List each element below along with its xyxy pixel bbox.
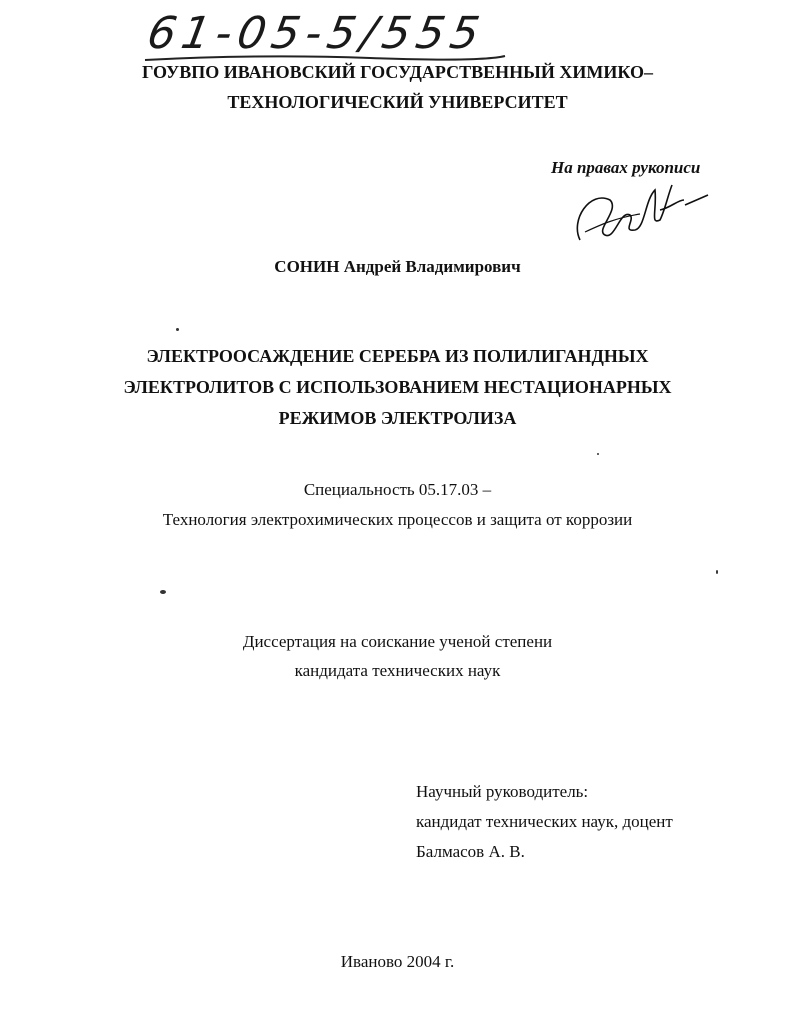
place-year: Иваново 2004 г. (340, 952, 455, 971)
specialty-line-2: Технология электрохимических процессов и защита от коррозии (162, 510, 633, 529)
title-line-3: РЕЖИМОВ ЭЛЕКТРОЛИЗА (278, 408, 517, 428)
supervisor-label: Научный руководитель: (416, 782, 589, 801)
scan-speck (597, 453, 599, 455)
dissertation-line-2: кандидата технических наук (294, 661, 501, 680)
dissertation-line-1: Диссертация на соискание ученой степени (242, 632, 553, 651)
specialty-line-1: Специальность 05.17.03 – (303, 480, 492, 499)
author-name: Андрей Владимирович (343, 257, 521, 276)
signature (560, 170, 710, 250)
author (0, 257, 795, 277)
scan-speck (716, 570, 718, 574)
scan-speck (176, 328, 179, 331)
author-surname: СОНИН (274, 257, 340, 276)
title-line-2: ЭЛЕКТРОЛИТОВ С ИСПОЛЬЗОВАНИЕМ НЕСТАЦИОНАРНЫХ (123, 377, 672, 397)
manuscript-note: На правах рукописи (551, 158, 701, 177)
archive-code: 61-05-5/555 (143, 8, 490, 59)
institution-line-1: ГОУВПО ИВАНОВСКИЙ ГОСУДАРСТВЕННЫЙ ХИМИКО– (142, 62, 653, 82)
scan-speck (160, 590, 166, 594)
supervisor-name: Балмасов А. В. (416, 842, 525, 861)
institution-line-2: ТЕХНОЛОГИЧЕСКИЙ УНИВЕРСИТЕТ (227, 92, 568, 112)
title-line-1: ЭЛЕКТРООСАЖДЕНИЕ СЕРЕБРА ИЗ ПОЛИЛИГАНДНЫХ (146, 346, 649, 366)
supervisor-degree: кандидат технических наук, доцент (416, 812, 673, 831)
